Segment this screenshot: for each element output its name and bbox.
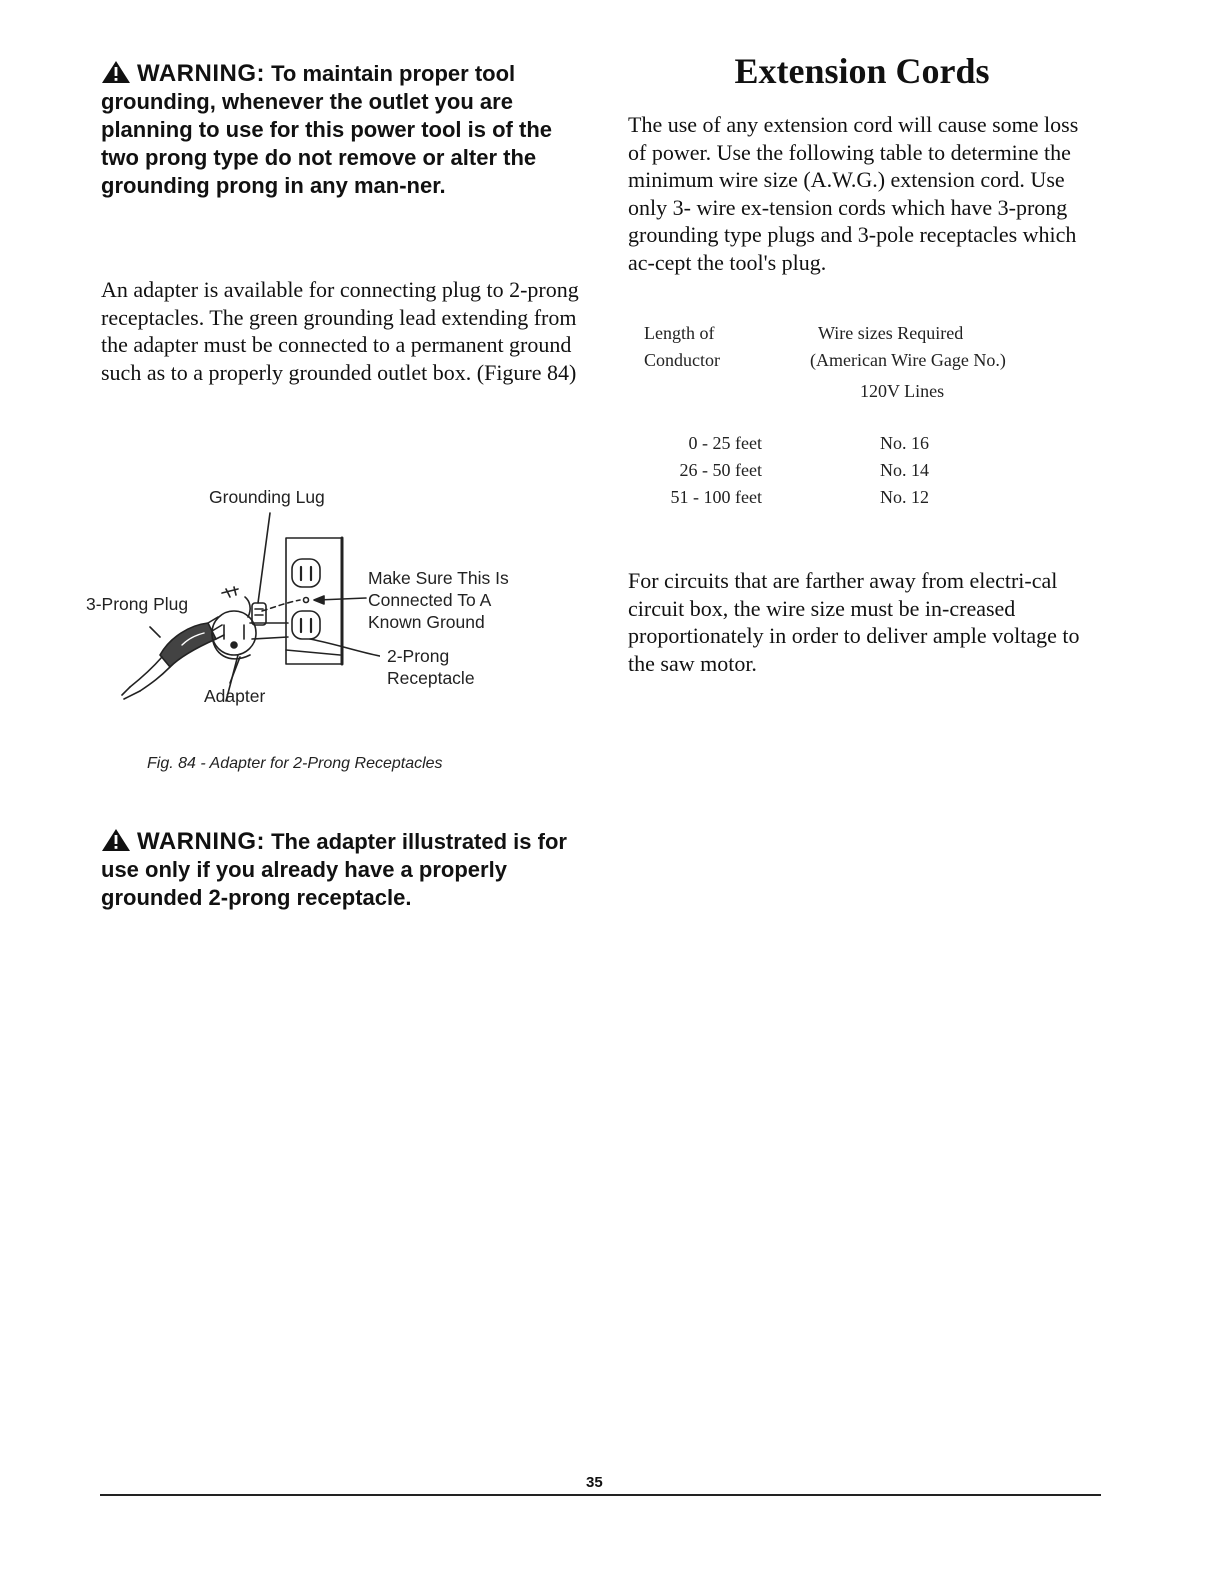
footer-rule (100, 1494, 1101, 1496)
label-adapter: Adapter (204, 686, 266, 706)
table-row-1-length: 26 - 50 feet (679, 460, 762, 480)
table-header-wire-1: Wire sizes Required (818, 323, 964, 343)
table-row-2-size: No. 12 (880, 487, 929, 507)
figure-caption: Fig. 84 - Adapter for 2-Prong Receptacles (147, 755, 443, 772)
label-receptacle-2: Receptacle (387, 668, 475, 688)
adapter-diagram (100, 505, 380, 715)
adapter-body (212, 611, 288, 701)
table-row-0-size: No. 16 (880, 433, 929, 453)
warning-1 (101, 60, 571, 200)
table-header-wire-3: 120V Lines (860, 381, 945, 401)
three-prong-plug (122, 617, 224, 699)
warning-triangle-icon (101, 60, 131, 84)
adapter-paragraph: An adapter is available for connecting plug to 2-prong receptacles. The green grounding lead extending from the adapter must be connected to a permanent ground such as to a properly grounded outlet box. (Figure 84) (101, 277, 579, 385)
label-make-sure-1: Make Sure This Is (368, 568, 509, 588)
label-three-prong-plug: 3-Prong Plug (86, 594, 189, 614)
circuits-paragraph: For circuits that are farther away from electri-cal circuit box, the wire size must be in-creased proportionately in order to deliver ample voltage to the saw motor. (628, 568, 1080, 676)
intro-paragraph: The use of any extension cord will cause some loss of power. Use the following table to determine the minimum wire size (A.W.G.) extension cord. Use only 3- wire ex-tension cords which have 3-prong grounding type plugs and 3-pole receptacles which ac-cept the tool's plug. (628, 112, 1079, 275)
label-grounding-lug: Grounding Lug (209, 487, 325, 507)
warning-1-text: To maintain proper tool grounding, whenever the outlet you are planning to use for this power tool is of the two prong type do not remove or alter the grounding prong in any man-ner. (101, 61, 552, 198)
section-title: Extension Cords (734, 51, 990, 91)
table-row-0-length: 0 - 25 feet (688, 433, 762, 453)
table-row-2-length: 51 - 100 feet (670, 487, 762, 507)
table-header-length-1: Length of (644, 323, 715, 343)
table-header-length-2: Conductor (644, 350, 720, 370)
table-row-1-size: No. 14 (880, 460, 929, 480)
warning-1-label: WARNING: (137, 60, 265, 87)
warning-2-label: WARNING: (137, 828, 265, 855)
warning-2 (101, 828, 571, 912)
label-make-sure-3: Known Ground (368, 612, 485, 632)
label-make-sure-2: Connected To A (368, 590, 492, 610)
warning-2-text: The adapter illustrated is for use only if you already have a properly grounded 2-prong receptacle. (101, 829, 567, 910)
page-number: 35 (586, 1474, 603, 1491)
table-header-wire-2: (American Wire Gage No.) (810, 350, 1006, 370)
label-receptacle-1: 2-Prong (387, 646, 450, 666)
warning-triangle-icon (101, 828, 131, 852)
